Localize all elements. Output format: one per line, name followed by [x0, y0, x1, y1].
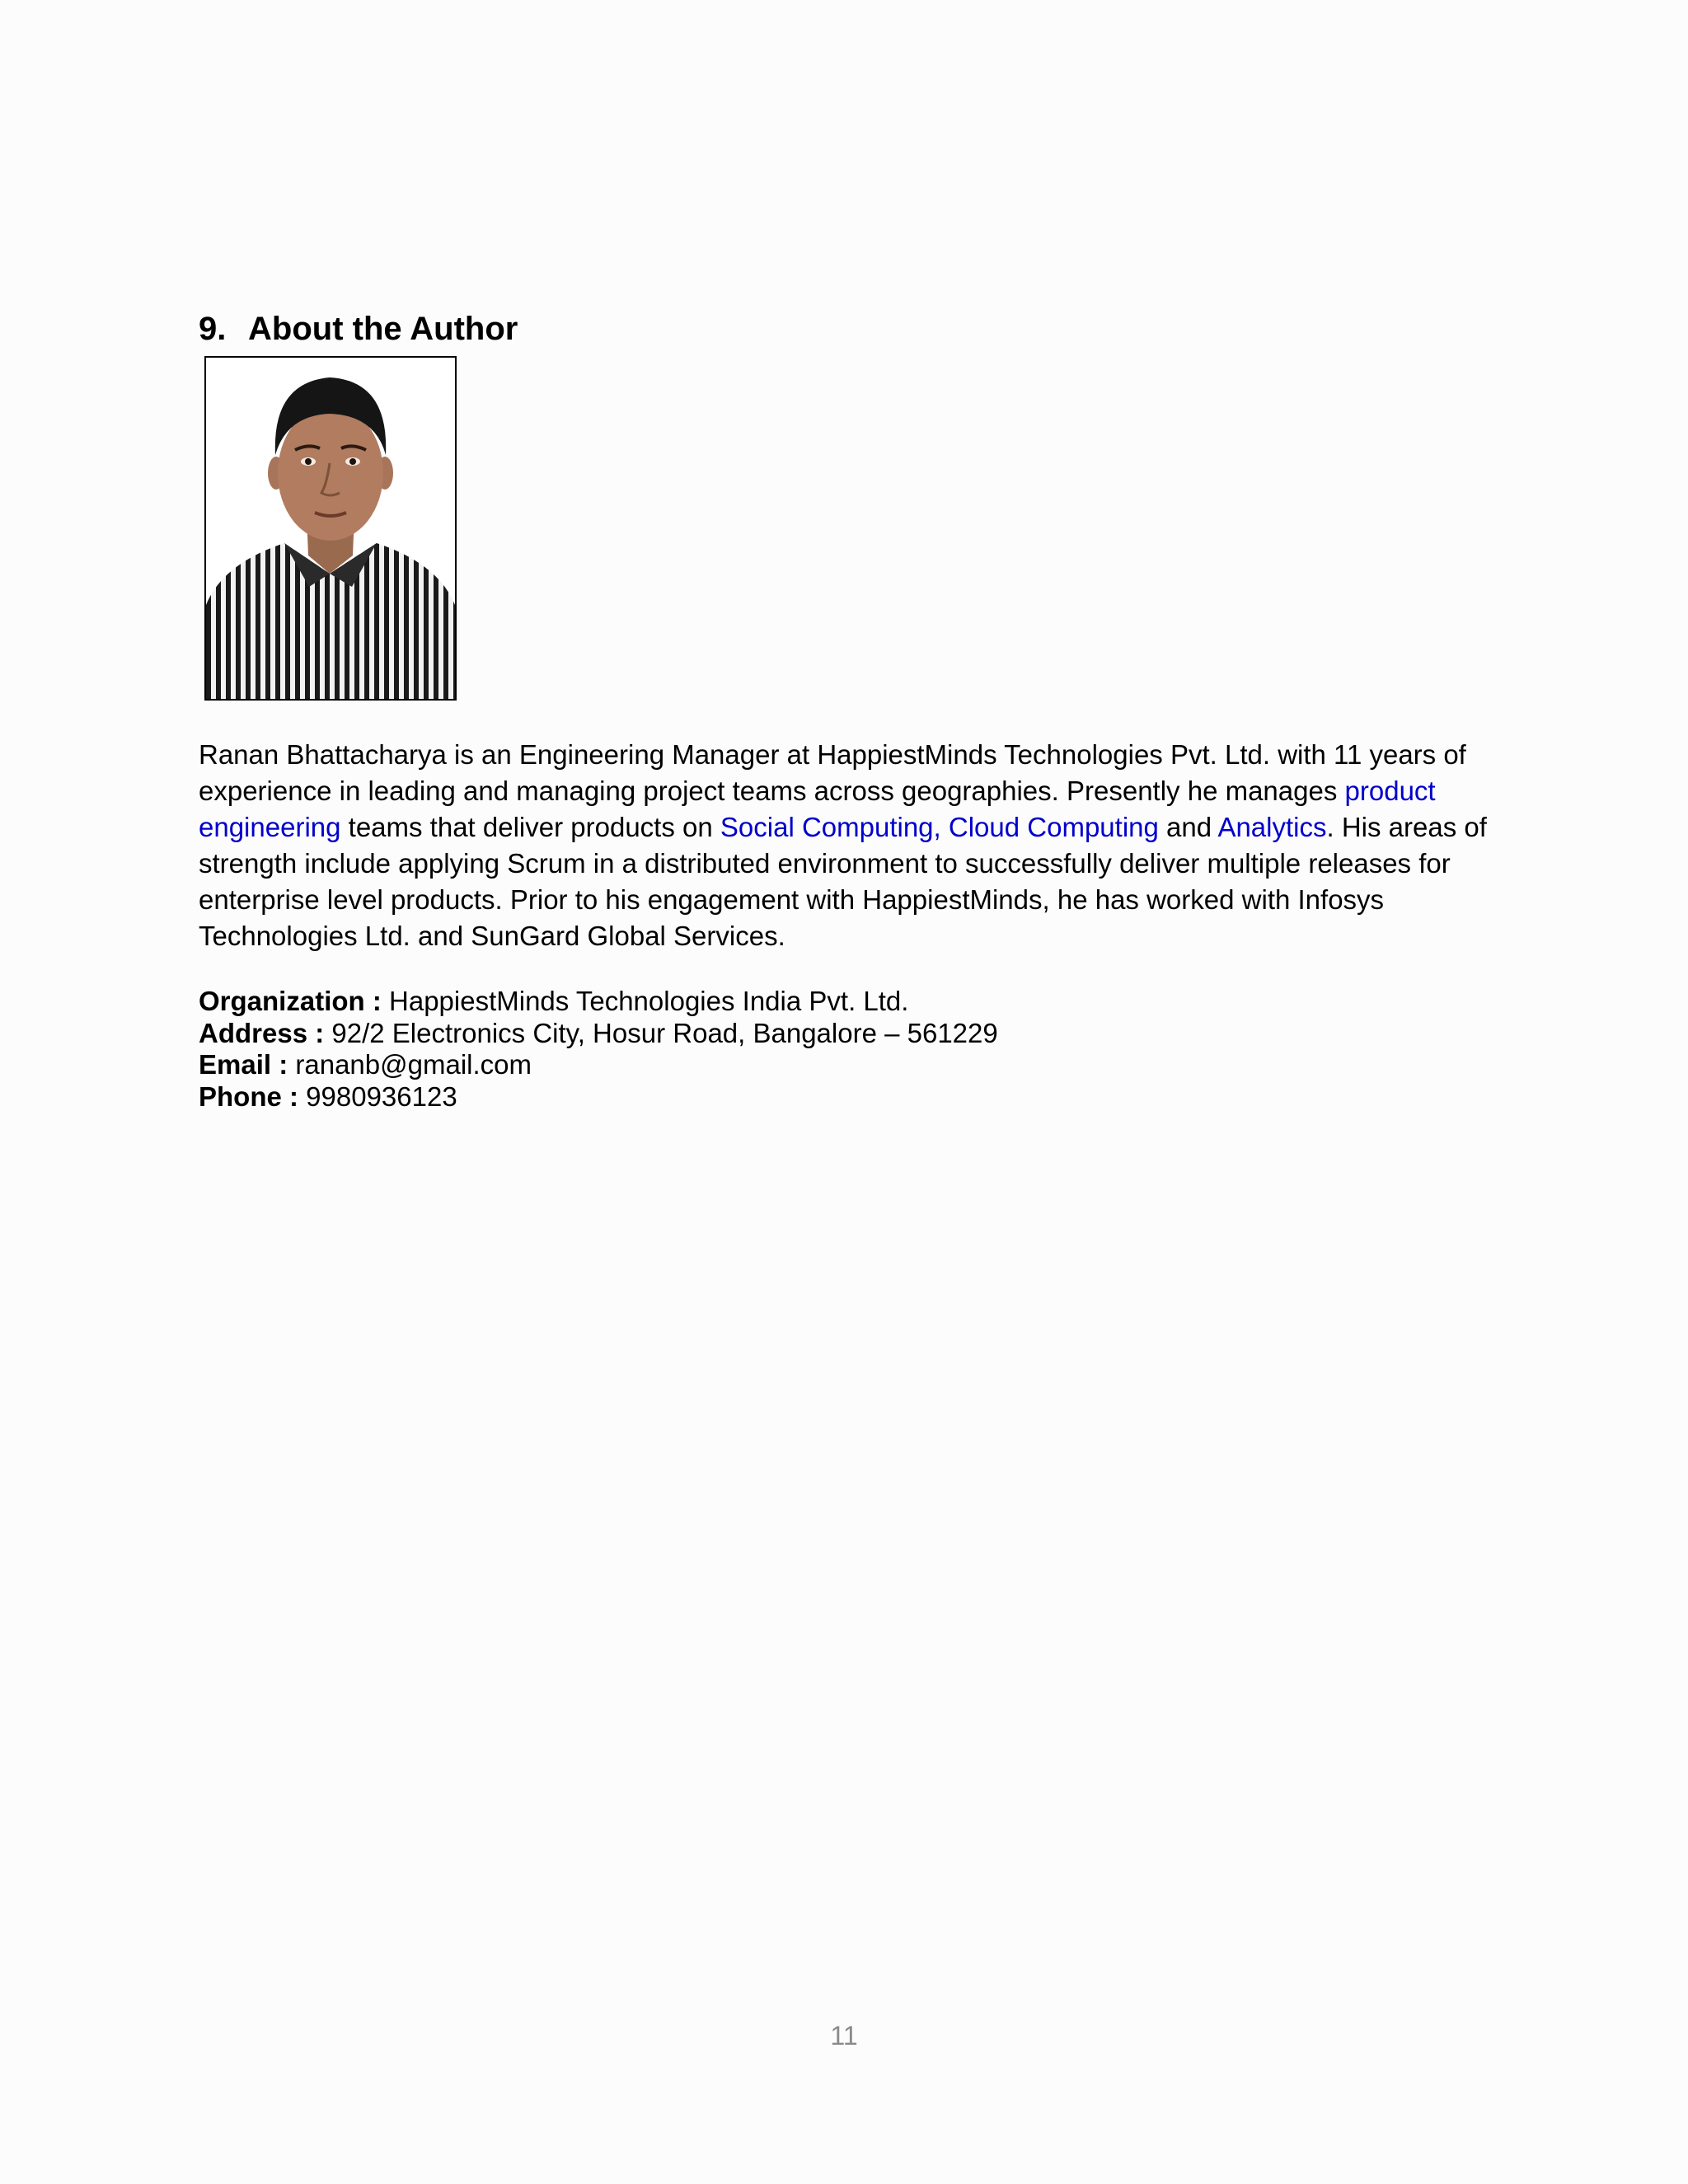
author-photo [204, 356, 457, 701]
phone-value: 9980936123 [298, 1080, 457, 1112]
section-number: 9. [199, 311, 227, 347]
bio-text-1: Ranan Bhattacharya is an Engineering Manager at HappiestMinds Technologies Pvt. Ltd. with 11 years of experience in leading and managing project teams across geographies. Presently he manages [199, 739, 1466, 806]
page-number: 11 [830, 2021, 858, 2050]
address-value: 92/2 Electronics City, Hosur Road, Bangalore – 561229 [324, 1017, 998, 1048]
email-value: rananb@gmail.com [288, 1049, 532, 1080]
section-heading [199, 307, 518, 350]
contact-phone [199, 1081, 1501, 1113]
link-cloud-computing[interactable]: Cloud Computing [948, 812, 1159, 842]
bio-text-5: . His areas of strength include applying Scrum in a distributed environment to successfully deliver multiple releases for enterprise level products. Prior to his engagement with HappiestMinds, he has worked with Infosys Technologies Ltd. and SunGard Global Services. [199, 812, 1487, 951]
link-analytics[interactable]: Analytics [1217, 812, 1327, 842]
phone-label: Phone : [199, 1080, 298, 1112]
section-title: About the Author [248, 311, 518, 347]
contact-email [199, 1049, 1501, 1081]
contact-organization [199, 986, 1501, 1018]
email-label: Email : [199, 1049, 288, 1080]
bio-text-2: teams that deliver products on [340, 812, 720, 842]
author-portrait-icon [206, 358, 455, 699]
bio-text-3: , [933, 812, 949, 842]
organization-value: HappiestMinds Technologies India Pvt. Ltd. [381, 986, 909, 1016]
contact-address [199, 1018, 1501, 1050]
link-social-computing[interactable]: Social Computing [720, 812, 934, 842]
organization-label: Organization : [199, 986, 382, 1016]
bio-text-4: and [1158, 812, 1218, 842]
author-bio [199, 737, 1501, 954]
link-product-engineering[interactable]: product engineering [199, 776, 1436, 842]
address-label: Address : [199, 1017, 325, 1048]
contact-details [199, 986, 1501, 1113]
